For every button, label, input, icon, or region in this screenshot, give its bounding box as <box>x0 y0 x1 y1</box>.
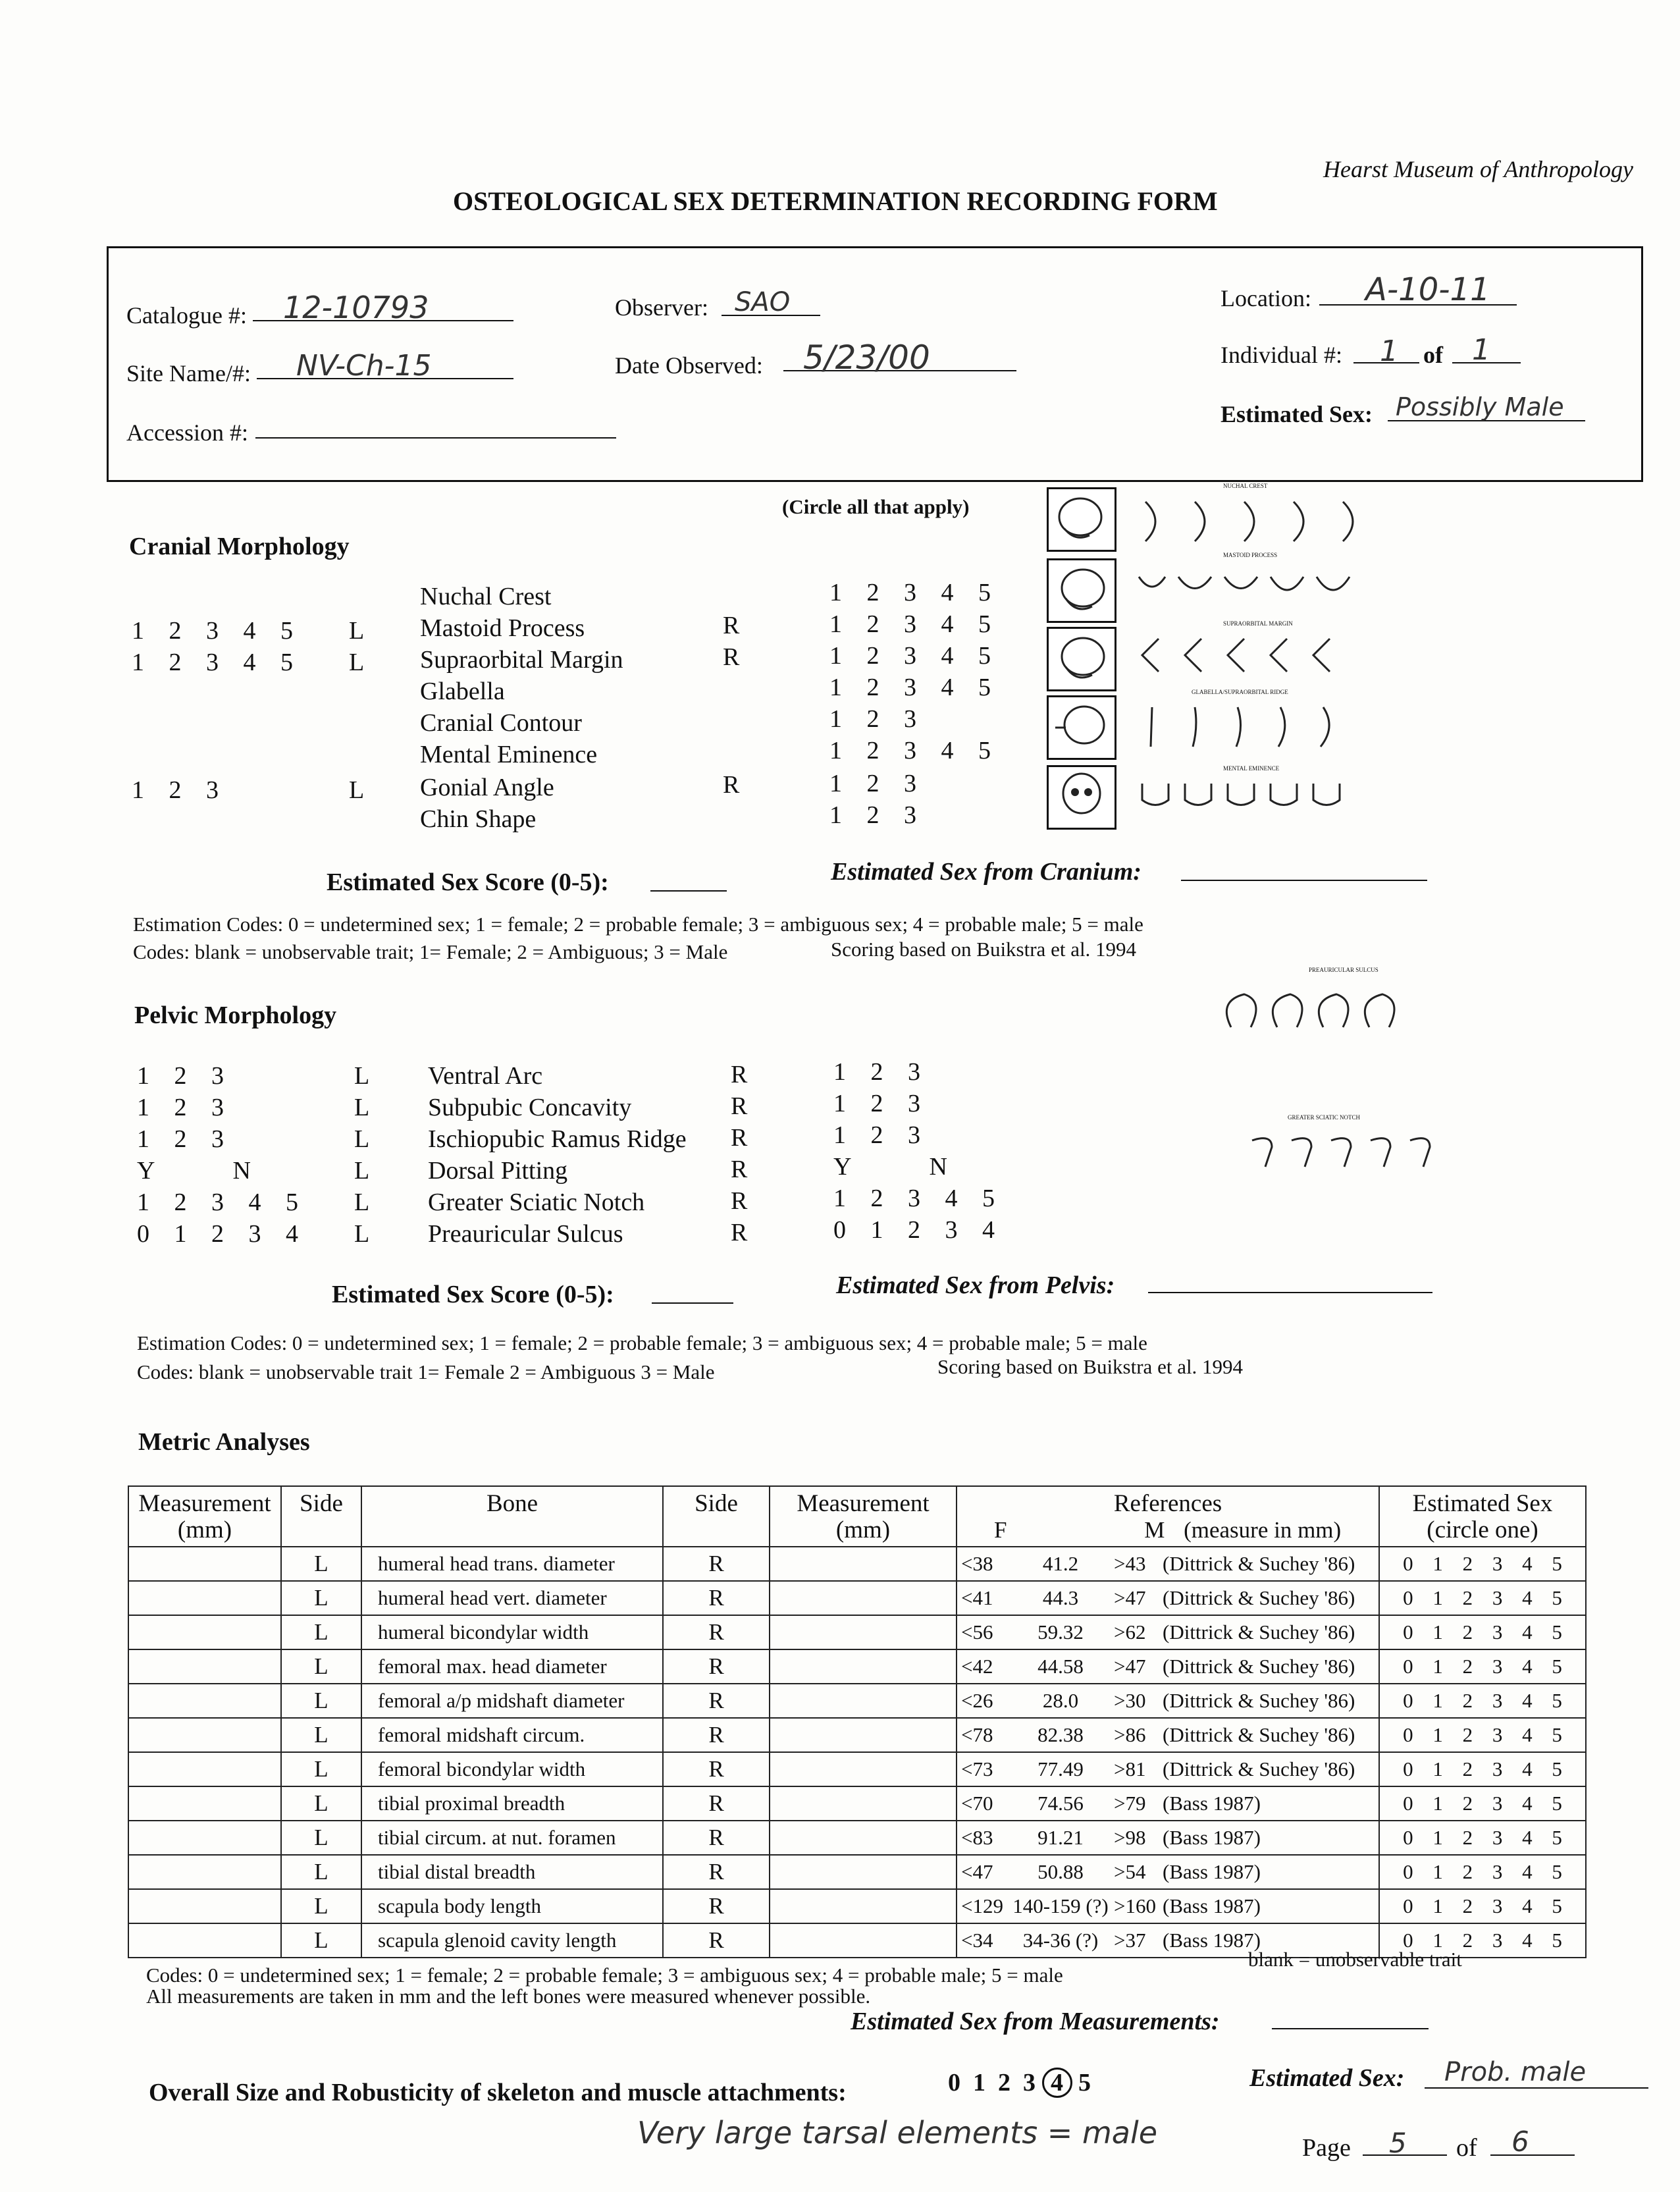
pelvic-left-scale: 1 2 3 4 5 <box>137 1189 298 1216</box>
pelvic-trait-name: Ventral Arc <box>428 1062 543 1090</box>
cranial-left-scale: 1 2 3 <box>132 776 219 804</box>
table-row <box>128 1649 1586 1684</box>
scale-0: 0 <box>948 2069 960 2097</box>
metric-table <box>128 1485 1587 1958</box>
measurement-cell-r[interactable] <box>770 1684 957 1718</box>
measurement-cell-l[interactable] <box>128 1821 281 1855</box>
mental-eminence-diagram <box>1132 777 1356 816</box>
measurement-cell-l[interactable] <box>128 1786 281 1821</box>
reference-cell <box>957 1718 1379 1752</box>
cranial-trait-name: Glabella <box>420 678 505 705</box>
ref-m-label: M <box>1144 1517 1165 1543</box>
pelvic-right-scale: 1 2 3 <box>833 1121 920 1149</box>
reference-cell <box>957 1855 1379 1889</box>
table-row <box>128 1718 1586 1752</box>
pelvic-side-r: R <box>731 1156 748 1183</box>
ref-f: <70 <box>961 1792 993 1815</box>
ref-mid: 91.21 <box>1037 1826 1084 1849</box>
nuchal-crest-diagram <box>1132 495 1396 548</box>
cranial-scoring: Scoring based on Buikstra et al. 1994 <box>831 938 1137 961</box>
ref-source: (Dittrick & Suchey '86) <box>1163 1689 1355 1712</box>
ref-source: (Bass 1987) <box>1163 1929 1261 1952</box>
pelvic-side-r: R <box>731 1219 748 1246</box>
reference-cell <box>957 1684 1379 1718</box>
location-value: A-10-11 <box>1365 271 1490 308</box>
cranial-left-scale: 1 2 3 4 5 <box>132 617 293 645</box>
sciatic-notch-diagram <box>1246 1127 1469 1187</box>
scale-2: 2 <box>998 2069 1011 2097</box>
ref-source: (Dittrick & Suchey '86) <box>1163 1586 1355 1609</box>
ref-m: >30 <box>1114 1689 1146 1712</box>
est-sex-scale[interactable]: 0 1 2 3 4 5 <box>1379 1786 1586 1821</box>
ref-m: >86 <box>1114 1723 1146 1746</box>
ref-mid: 34-36 (?) <box>1022 1929 1099 1952</box>
ref-f: <34 <box>961 1929 993 1952</box>
ref-m: >62 <box>1114 1620 1146 1644</box>
references-title: References <box>1113 1490 1222 1517</box>
skull-icon <box>1047 487 1116 552</box>
cranial-right-scale: 1 2 3 4 5 <box>829 642 991 670</box>
cranial-score-label: Estimated Sex Score (0-5): <box>327 869 609 896</box>
measurement-cell-r[interactable] <box>770 1923 957 1958</box>
pelvic-trait-name: Dorsal Pitting <box>428 1157 568 1185</box>
cranial-left-scale: 1 2 3 4 5 <box>132 649 293 676</box>
table-row <box>128 1684 1586 1718</box>
figure-caption: MASTOID PROCESS <box>1223 552 1278 558</box>
cranial-right-scale: 1 2 3 <box>829 801 916 829</box>
side-l: L <box>281 1889 361 1923</box>
side-l: L <box>281 1581 361 1615</box>
cranial-title: Cranial Morphology <box>129 533 350 560</box>
ref-m: >47 <box>1114 1655 1146 1678</box>
pelvic-side-r: R <box>731 1124 748 1152</box>
ref-source: (Bass 1987) <box>1163 1792 1261 1815</box>
side-l: L <box>281 1786 361 1821</box>
ref-f: <41 <box>961 1586 993 1609</box>
circle-one: (circle one) <box>1427 1516 1538 1543</box>
side-l: L <box>281 1718 361 1752</box>
pelvic-right-scale: 1 2 3 4 5 <box>833 1185 995 1212</box>
table-row <box>128 1547 1586 1581</box>
individual-value: 1 <box>1380 334 1398 368</box>
robusticity-scale <box>948 2068 1091 2098</box>
ref-m: >81 <box>1114 1757 1146 1780</box>
ref-mid: 44.3 <box>1042 1586 1079 1609</box>
est-sex-scale[interactable]: 0 1 2 3 4 5 <box>1379 1889 1586 1923</box>
bone-name: scapula glenoid cavity length <box>361 1923 663 1958</box>
est-sex-title: Estimated Sex <box>1412 1490 1553 1517</box>
metric-sex-label: Estimated Sex from Measurements: <box>851 2008 1220 2035</box>
scale-5: 5 <box>1078 2069 1091 2097</box>
ref-f: <26 <box>961 1689 993 1712</box>
bone-name: femoral bicondylar width <box>361 1752 663 1786</box>
ref-f: <56 <box>961 1620 993 1644</box>
bone-name: femoral midshaft circum. <box>361 1718 663 1752</box>
pelvic-trait-name: Ischiopubic Ramus Ridge <box>428 1125 687 1153</box>
reference-cell <box>957 1649 1379 1684</box>
observer-value: SAO <box>735 287 791 317</box>
pelvic-sex-line <box>1148 1292 1432 1293</box>
col-references <box>957 1486 1379 1547</box>
pelvic-right-scale: 1 2 3 <box>833 1058 920 1086</box>
side-l: L <box>281 1821 361 1855</box>
ref-f: <129 <box>961 1894 1003 1917</box>
est-sex-scale[interactable]: 0 1 2 3 4 5 <box>1379 1923 1586 1958</box>
individual-of: of <box>1423 342 1443 368</box>
reference-cell <box>957 1615 1379 1649</box>
ref-mid: 140-159 (?) <box>1012 1894 1109 1917</box>
ref-m: >98 <box>1114 1826 1146 1849</box>
measurement-cell-r[interactable] <box>770 1821 957 1855</box>
side-r: R <box>663 1752 770 1786</box>
pelvic-scoring: Scoring based on Buikstra et al. 1994 <box>937 1355 1244 1378</box>
pelvic-right-scale: 1 2 3 <box>833 1090 920 1117</box>
cranial-right-scale: 1 2 3 4 5 <box>829 674 991 701</box>
ref-m: >47 <box>1114 1586 1146 1609</box>
measurement-cell-l[interactable] <box>128 1581 281 1615</box>
ref-mid: 44.58 <box>1037 1655 1084 1678</box>
ref-f-label: F <box>994 1517 1007 1543</box>
pelvic-trait-name: Preauricular Sulcus <box>428 1220 623 1248</box>
est-sex-value: Possibly Male <box>1396 392 1564 421</box>
cranial-right-scale: 1 2 3 4 5 <box>829 579 991 606</box>
side-l: L <box>281 1649 361 1684</box>
figure-caption: SUPRAORBITAL MARGIN <box>1223 620 1293 627</box>
page-total-line <box>1490 2154 1575 2156</box>
ref-source: (Bass 1987) <box>1163 1860 1261 1883</box>
col-measurement-r: Measurement (mm) <box>770 1486 957 1547</box>
measurement-cell-r[interactable] <box>770 1581 957 1615</box>
measurement-cell-r[interactable] <box>770 1889 957 1923</box>
side-l: L <box>281 1855 361 1889</box>
cranial-trait-name: Cranial Contour <box>420 709 582 737</box>
cranial-trait-name: Mental Eminence <box>420 741 598 768</box>
bone-name: tibial proximal breadth <box>361 1786 663 1821</box>
ref-m: >43 <box>1114 1552 1146 1575</box>
bone-name: femoral max. head diameter <box>361 1649 663 1684</box>
ref-source: (Bass 1987) <box>1163 1826 1261 1849</box>
pelvic-side-r: R <box>731 1187 748 1215</box>
side-l: L <box>281 1752 361 1786</box>
ref-mid: 28.0 <box>1042 1689 1079 1712</box>
ref-m: >54 <box>1114 1860 1146 1883</box>
cranial-side-r: R <box>723 771 740 799</box>
cranial-right-scale: 1 2 3 <box>829 770 916 797</box>
pelvic-left-scale: 1 2 3 <box>137 1062 224 1090</box>
pelvic-side-l: L <box>354 1189 370 1216</box>
pelvic-side-r: R <box>731 1061 748 1088</box>
measurement-cell-r[interactable] <box>770 1718 957 1752</box>
references-subhead <box>961 1517 1375 1543</box>
side-r: R <box>663 1718 770 1752</box>
skull-icon <box>1047 558 1116 623</box>
cranial-trait-name: Nuchal Crest <box>420 583 552 610</box>
ref-source: (Dittrick & Suchey '86) <box>1163 1757 1355 1780</box>
accession-line <box>255 437 616 439</box>
figure-caption: PREAURICULAR SULCUS <box>1309 967 1378 973</box>
ref-mid: 41.2 <box>1042 1552 1079 1575</box>
side-r: R <box>663 1581 770 1615</box>
accession-label: Accession #: <box>126 419 248 446</box>
col-bone: Bone <box>361 1486 663 1547</box>
mastoid-diagram <box>1132 570 1356 610</box>
bone-name: tibial circum. at nut. foramen <box>361 1821 663 1855</box>
measurement-cell-l[interactable] <box>128 1547 281 1581</box>
cranial-side-l: L <box>349 649 365 676</box>
page-value: 5 <box>1389 2127 1407 2159</box>
form-title: OSTEOLOGICAL SEX DETERMINATION RECORDING FORM <box>453 186 1218 216</box>
ref-source: (Dittrick & Suchey '86) <box>1163 1655 1355 1678</box>
final-est-sex-line <box>1425 2087 1648 2089</box>
measurement-cell-r[interactable] <box>770 1786 957 1821</box>
side-r: R <box>663 1821 770 1855</box>
individual-total: 1 <box>1472 333 1490 367</box>
measurement-cell-r[interactable] <box>770 1752 957 1786</box>
col-est-sex <box>1379 1486 1586 1547</box>
ref-source: (Dittrick & Suchey '86) <box>1163 1620 1355 1644</box>
side-r: R <box>663 1923 770 1958</box>
pelvic-codes-2: Codes: blank = unobservable trait 1= Female 2 = Ambiguous 3 = Male <box>137 1360 715 1383</box>
ref-f: <78 <box>961 1723 993 1746</box>
circle-note: (Circle all that apply) <box>782 495 970 518</box>
ref-f: <47 <box>961 1860 993 1883</box>
side-r: R <box>663 1649 770 1684</box>
pelvic-side-l: L <box>354 1094 370 1121</box>
bone-name: tibial distal breadth <box>361 1855 663 1889</box>
date-label: Date Observed: <box>615 352 763 379</box>
table-row <box>128 1855 1586 1889</box>
site-label: Site Name/#: <box>126 360 251 387</box>
pelvic-side-l: L <box>354 1220 370 1248</box>
pelvic-score-line <box>652 1302 733 1304</box>
cranial-trait-name: Chin Shape <box>420 805 537 833</box>
side-r: R <box>663 1547 770 1581</box>
metric-title: Metric Analyses <box>138 1428 310 1456</box>
measurement-cell-l[interactable] <box>128 1718 281 1752</box>
ref-f: <42 <box>961 1655 993 1678</box>
measurement-cell-l[interactable] <box>128 1684 281 1718</box>
cranial-side-l: L <box>349 617 365 645</box>
skull-icon <box>1047 695 1116 760</box>
pelvic-trait-name: Greater Sciatic Notch <box>428 1189 645 1216</box>
pelvic-score-label: Estimated Sex Score (0-5): <box>332 1281 614 1308</box>
ref-mid: 50.88 <box>1037 1860 1084 1883</box>
final-est-sex-value: Prob. male <box>1444 2057 1587 2087</box>
table-row <box>128 1581 1586 1615</box>
handwritten-note: Very large tarsal elements = male <box>637 2115 1158 2151</box>
side-r: R <box>663 1855 770 1889</box>
est-sex-scale[interactable]: 0 1 2 3 4 5 <box>1379 1547 1586 1581</box>
pelvic-left-scale: 1 2 3 <box>137 1125 224 1153</box>
observer-label: Observer: <box>615 294 708 321</box>
col-side-r: Side <box>663 1486 770 1547</box>
measurement-cell-l[interactable] <box>128 1752 281 1786</box>
ref-mid: 77.49 <box>1037 1757 1084 1780</box>
pelvic-right-scale: 0 1 2 3 4 <box>833 1216 995 1244</box>
ref-source: (Dittrick & Suchey '86) <box>1163 1723 1355 1746</box>
glabella-diagram <box>1132 701 1356 753</box>
institution-name: Hearst Museum of Anthropology <box>1323 156 1633 182</box>
ref-mid: 74.56 <box>1037 1792 1084 1815</box>
reference-cell <box>957 1581 1379 1615</box>
bone-name: humeral head trans. diameter <box>361 1547 663 1581</box>
pelvic-side-l: L <box>354 1062 370 1090</box>
bone-name: humeral bicondylar width <box>361 1615 663 1649</box>
cranial-sex-line <box>1181 880 1427 881</box>
measurement-cell-r[interactable] <box>770 1615 957 1649</box>
pelvic-left-scale: 1 2 3 <box>137 1094 224 1121</box>
est-sex-scale[interactable]: 0 1 2 3 4 5 <box>1379 1821 1586 1855</box>
pelvic-title: Pelvic Morphology <box>134 1002 337 1029</box>
ref-source: (Bass 1987) <box>1163 1894 1261 1917</box>
pelvic-sex-label: Estimated Sex from Pelvis: <box>836 1271 1115 1299</box>
ref-f: <73 <box>961 1757 993 1780</box>
cranial-trait-name: Supraorbital Margin <box>420 646 623 674</box>
table-row <box>128 1752 1586 1786</box>
table-row <box>128 1821 1586 1855</box>
page-label: Page <box>1302 2134 1351 2162</box>
cranial-codes-2: Codes: blank = unobservable trait; 1= Female; 2 = Ambiguous; 3 = Male <box>133 940 728 963</box>
ref-source: (Dittrick & Suchey '86) <box>1163 1552 1355 1575</box>
est-sex-scale[interactable]: 0 1 2 3 4 5 <box>1379 1581 1586 1615</box>
individual-label: Individual #: <box>1221 342 1342 368</box>
table-row <box>128 1615 1586 1649</box>
cranial-side-r: R <box>723 643 740 671</box>
cranial-right-scale: 1 2 3 4 5 <box>829 737 991 764</box>
scale-4-circled: 4 <box>1042 2068 1072 2098</box>
pelvic-left-scale: 0 1 2 3 4 <box>137 1220 298 1248</box>
metric-all-note: All measurements are taken in mm and the left bones were measured whenever possible. <box>146 1985 871 2008</box>
bone-name: scapula body length <box>361 1889 663 1923</box>
metric-sex-line <box>1272 2028 1429 2029</box>
col-side: Side <box>281 1486 361 1547</box>
table-row <box>128 1786 1586 1821</box>
measurement-cell-l[interactable] <box>128 1855 281 1889</box>
location-label: Location: <box>1221 285 1311 311</box>
metric-blank-note: blank = unobservable trait <box>1248 1948 1462 1971</box>
date-value: 5/23/00 <box>803 338 930 377</box>
est-sex-scale[interactable]: 0 1 2 3 4 5 <box>1379 1615 1586 1649</box>
figure-caption: MENTAL EMINENCE <box>1223 765 1280 772</box>
side-l: L <box>281 1547 361 1581</box>
robusticity-label: Overall Size and Robusticity of skeleton and muscle attachments: <box>149 2079 847 2106</box>
table-row <box>128 1889 1586 1923</box>
page-of: of <box>1456 2134 1477 2162</box>
side-l: L <box>281 1684 361 1718</box>
measurement-cell-l[interactable] <box>128 1649 281 1684</box>
pelvic-codes: Estimation Codes: 0 = undetermined sex; 1 = female; 2 = probable female; 3 = ambiguous sex; 4 = probable male; 5 = male <box>137 1331 1147 1354</box>
side-r: R <box>663 1889 770 1923</box>
cranial-sex-label: Estimated Sex from Cranium: <box>831 858 1142 886</box>
supraorbital-diagram <box>1132 632 1356 685</box>
measurement-cell-l[interactable] <box>128 1923 281 1958</box>
pelvic-right-scale: Y N <box>833 1153 947 1181</box>
reference-cell <box>957 1752 1379 1786</box>
cranial-score-line <box>650 890 727 892</box>
cranial-right-scale: 1 2 3 4 5 <box>829 610 991 638</box>
side-l: L <box>281 1615 361 1649</box>
est-sex-label: Estimated Sex: <box>1221 401 1373 427</box>
ref-m: >160 <box>1114 1894 1156 1917</box>
site-value: NV-Ch-15 <box>296 349 432 383</box>
pelvic-trait-name: Subpubic Concavity <box>428 1094 632 1121</box>
side-l: L <box>281 1923 361 1958</box>
cranial-trait-name: Gonial Angle <box>420 774 554 801</box>
measurement-cell-r[interactable] <box>770 1547 957 1581</box>
est-sex-scale[interactable]: 0 1 2 3 4 5 <box>1379 1649 1586 1684</box>
bone-name: femoral a/p midshaft diameter <box>361 1684 663 1718</box>
preauricular-diagram <box>1211 981 1435 1054</box>
ref-f: <38 <box>961 1552 993 1575</box>
ref-mid: 59.32 <box>1037 1620 1084 1644</box>
col-measurement: Measurement (mm) <box>128 1486 281 1547</box>
reference-cell <box>957 1821 1379 1855</box>
pelvic-side-l: L <box>354 1125 370 1153</box>
pelvic-left-scale: Y N <box>137 1157 251 1185</box>
ref-m: >79 <box>1114 1792 1146 1815</box>
figure-caption: GLABELLA/SUPRAORBITAL RIDGE <box>1192 689 1288 695</box>
final-est-sex-label: Estimated Sex: <box>1249 2064 1405 2092</box>
figure-caption: GREATER SCIATIC NOTCH <box>1288 1114 1361 1121</box>
cranial-right-scale: 1 2 3 <box>829 705 916 733</box>
side-r: R <box>663 1684 770 1718</box>
catalogue-value: 12-10793 <box>283 290 429 325</box>
scale-1: 1 <box>973 2069 985 2097</box>
reference-cell <box>957 1547 1379 1581</box>
ref-f: <83 <box>961 1826 993 1849</box>
figure-caption: NUCHAL CREST <box>1223 483 1268 489</box>
pelvic-side-l: L <box>354 1157 370 1185</box>
measurement-cell-l[interactable] <box>128 1615 281 1649</box>
cranial-trait-name: Mastoid Process <box>420 614 585 642</box>
est-sex-scale[interactable]: 0 1 2 3 4 5 <box>1379 1855 1586 1889</box>
page-total: 6 <box>1511 2125 1529 2158</box>
measurement-cell-l[interactable] <box>128 1889 281 1923</box>
ref-note: (measure in mm) <box>1184 1517 1342 1543</box>
cranial-side-r: R <box>723 612 740 639</box>
cranial-side-l: L <box>349 776 365 804</box>
side-r: R <box>663 1786 770 1821</box>
measurement-cell-r[interactable] <box>770 1649 957 1684</box>
ref-m: >37 <box>1114 1929 1146 1952</box>
bone-name: humeral head vert. diameter <box>361 1581 663 1615</box>
cranial-codes: Estimation Codes: 0 = undetermined sex; 1 = female; 2 = probable female; 3 = ambiguous sex; 4 = probable male; 5 = male <box>133 913 1143 936</box>
measurement-cell-r[interactable] <box>770 1855 957 1889</box>
pelvic-side-r: R <box>731 1092 748 1120</box>
est-sex-scale[interactable]: 0 1 2 3 4 5 <box>1379 1752 1586 1786</box>
est-sex-scale[interactable]: 0 1 2 3 4 5 <box>1379 1718 1586 1752</box>
reference-cell <box>957 1889 1379 1923</box>
ref-mid: 82.38 <box>1037 1723 1084 1746</box>
metric-codes: Codes: 0 = undetermined sex; 1 = female; 2 = probable female; 3 = ambiguous sex; 4 = probable male; 5 = male <box>146 1964 1063 1987</box>
catalogue-label: Catalogue #: <box>126 302 247 329</box>
reference-cell <box>957 1786 1379 1821</box>
est-sex-scale[interactable]: 0 1 2 3 4 5 <box>1379 1684 1586 1718</box>
scale-3: 3 <box>1023 2069 1036 2097</box>
skull-icon <box>1047 765 1116 830</box>
side-r: R <box>663 1615 770 1649</box>
skull-icon <box>1047 627 1116 691</box>
